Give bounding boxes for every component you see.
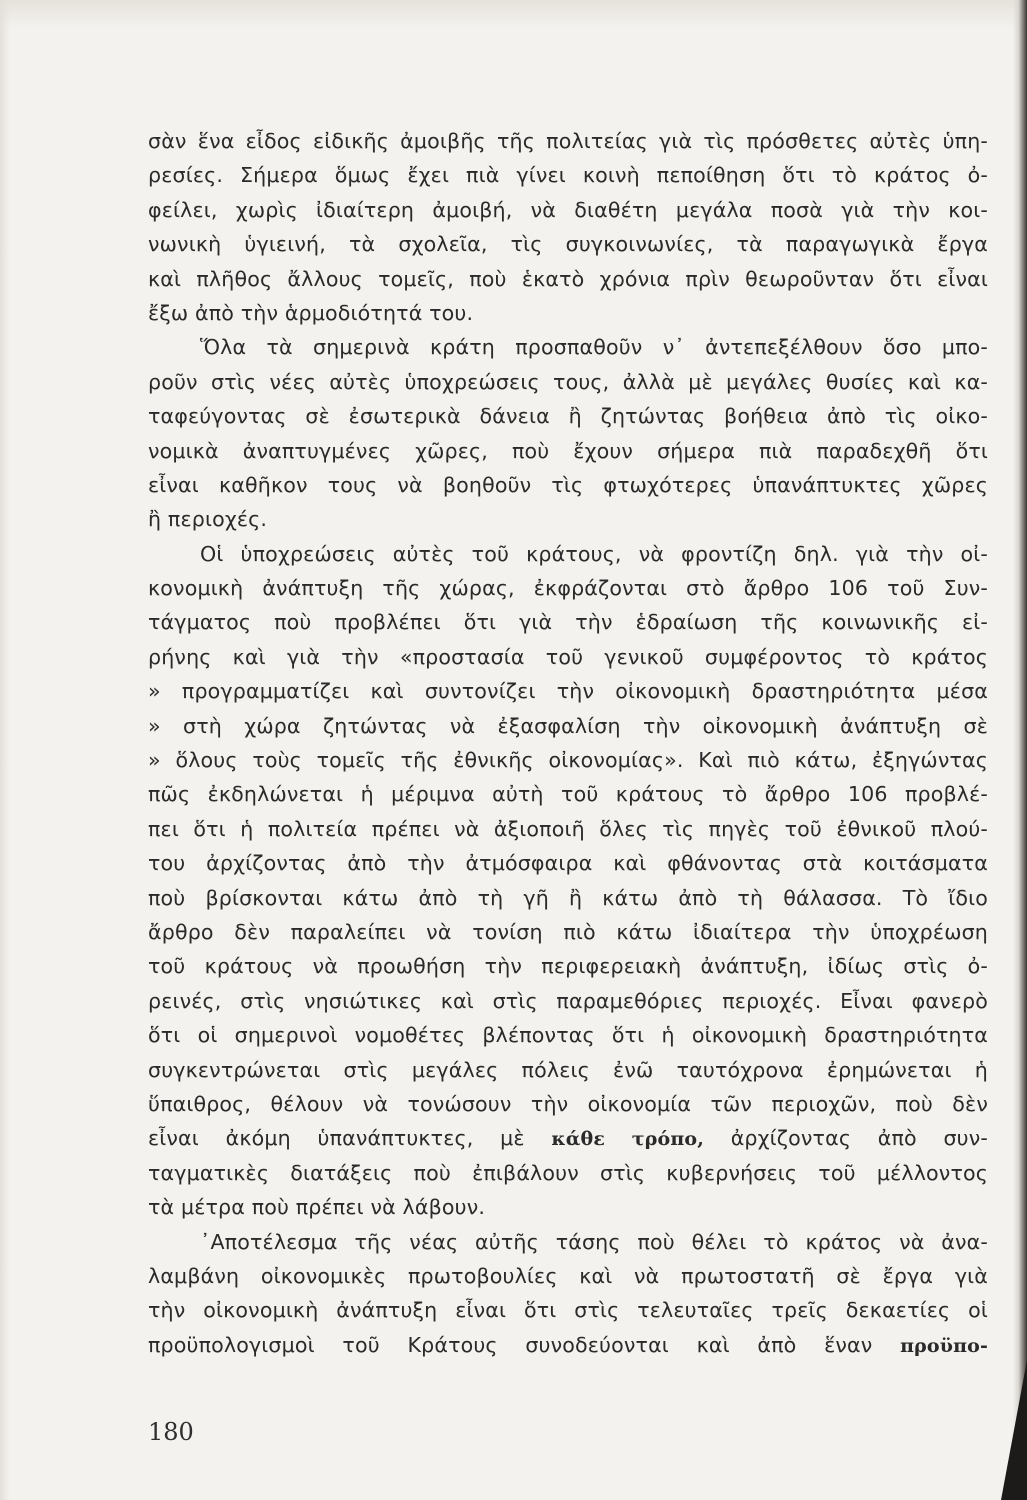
text-line: ρεσίες. Σήμερα ὅμως ἔχει πιὰ γίνει κοινὴ πεποίθηση ὅτι τὸ κράτος ὀ- bbox=[148, 163, 988, 188]
text-line: ρήνης καὶ γιὰ τὴν «προστασία τοῦ γενικοῦ συμφέροντος τὸ κράτος bbox=[148, 644, 988, 669]
text-line: σὰν ἕνα εἶδος εἰδικῆς ἀμοιβῆς τῆς πολιτείας γιὰ τὶς πρόσθετες αὐτὲς ὑπη- bbox=[148, 129, 988, 153]
text-line: νωνικὴ ὑγιεινή, τὰ σχολεῖα, τὶς συγκοινωνίες, τὰ παραγωγικὰ ἔργα bbox=[148, 232, 988, 257]
body-text bbox=[148, 124, 988, 1362]
text-line: ἔξω ἀπὸ τὴν ἁρμοδιότητά του. bbox=[148, 300, 474, 325]
text-line: τάγματος ποὺ προβλέπει ὅτι γιὰ τὴν ἑδραίωση τῆς κοινωνικῆς εἰ- bbox=[148, 610, 988, 635]
text-segment: ἀρχίζοντας ἀπὸ συν- bbox=[704, 1126, 988, 1151]
page-number: 180 bbox=[148, 1418, 194, 1446]
text-segment: εἶναι ἀκόμη ὑπανάπτυκτες, μὲ bbox=[148, 1126, 552, 1151]
text-line: κονομικὴ ἀνάπτυξη τῆς χώρας, ἐκφράζονται στὸ ἄρθρο 106 τοῦ Συν- bbox=[148, 576, 988, 601]
paragraph-start-line: Οἱ ὑποχρεώσεις αὐτὲς τοῦ κράτους, νὰ φροντίζη δηλ. γιὰ τὴν οἰ- bbox=[200, 541, 988, 566]
text-segment: προϋπολογισμοὶ τοῦ Κράτους συνοδεύονται καὶ ἀπὸ ἕναν bbox=[148, 1332, 901, 1357]
text-line: ὅτι οἱ σημερινοὶ νομοθέτες βλέποντας ὅτι ἡ οἰκονομικὴ δραστηριότητα bbox=[148, 1023, 988, 1048]
text-line: του ἀρχίζοντας ἀπὸ τὴν ἀτμόσφαιρα καὶ φθάνοντας στὰ κοιτάσματα bbox=[148, 851, 988, 876]
text-line: τὴν οἰκονομικὴ ἀνάπτυξη εἶναι ὅτι στὶς τελευταῖες τρεῖς δεκαετίες οἱ bbox=[148, 1298, 988, 1323]
text-line: συγκεντρώνεται στὶς μεγάλες πόλεις ἐνῶ ταυτόχρονα ἐρημώνεται ἡ bbox=[148, 1057, 988, 1082]
text-line: πει ὅτι ἡ πολιτεία πρέπει νὰ ἀξιοποιῆ ὅλες τὶς πηγὲς τοῦ ἐθνικοῦ πλού- bbox=[148, 816, 988, 841]
page-shadow-left bbox=[0, 0, 10, 1500]
text-line-with-emphasis bbox=[148, 1121, 988, 1155]
page-binding-shadow bbox=[1013, 0, 1027, 1500]
text-line: ποὺ βρίσκονται κάτω ἀπὸ τὴ γῆ ἢ κάτω ἀπὸ τὴ θάλασσα. Τὸ ἴδιο bbox=[148, 885, 988, 910]
text-line: πῶς ἐκδηλώνεται ἡ μέριμνα αὐτὴ τοῦ κράτους τὸ ἄρθρο 106 προβλέ- bbox=[148, 782, 988, 807]
text-line: ροῦν στὶς νέες αὐτὲς ὑποχρεώσεις τους, ἀλλὰ μὲ μεγάλες θυσίες καὶ κα- bbox=[148, 369, 988, 394]
text-line: ὕπαιθρος, θέλουν νὰ τονώσουν τὴν οἰκονομία τῶν περιοχῶν, ποὺ δὲν bbox=[148, 1091, 988, 1116]
paragraph-start-line: Ὅλα τὰ σημερινὰ κράτη προσπαθοῦν ν᾿ ἀντεπεξέλθουν ὅσο μπο- bbox=[200, 335, 988, 360]
bold-emphasis: κάθε τρόπο, bbox=[551, 1128, 704, 1151]
text-line: ἢ περιοχές. bbox=[148, 507, 268, 532]
text-line-with-emphasis bbox=[148, 1328, 988, 1362]
text-line: εἶναι καθῆκον τους νὰ βοηθοῦν τὶς φτωχότερες ὑπανάπτυκτες χῶρες bbox=[148, 472, 988, 497]
text-line: ἄρθρο δὲν παραλείπει νὰ τονίση πιὸ κάτω ἰδιαίτερα τὴν ὑποχρέωση bbox=[148, 919, 988, 944]
page-corner-shadow bbox=[1001, 1360, 1027, 1500]
paragraph-start-line: ᾿Αποτέλεσμα τῆς νέας αὐτῆς τάσης ποὺ θέλει τὸ κράτος νὰ ἀνα- bbox=[200, 1229, 988, 1254]
text-line: » ὅλους τοὺς τομεῖς τῆς ἐθνικῆς οἰκονομίας». Καὶ πιὸ κάτω, ἐξηγώντας bbox=[148, 748, 988, 773]
text-line: τοῦ κράτους νὰ προωθήση τὴν περιφερειακὴ ἀνάπτυξη, ἰδίως στὶς ὀ- bbox=[148, 954, 988, 979]
text-line: ταφεύγοντας σὲ ἐσωτερικὰ δάνεια ἢ ζητώντας βοήθεια ἀπὸ τὶς οἰκο- bbox=[148, 404, 988, 429]
page-shadow-top bbox=[0, 0, 1027, 28]
text-line: τὰ μέτρα ποὺ πρέπει νὰ λάβουν. bbox=[148, 1195, 486, 1220]
text-line: λαμβάνη οἰκονομικὲς πρωτοβουλίες καὶ νὰ πρωτοστατῆ σὲ ἔργα γιὰ bbox=[148, 1263, 988, 1288]
text-line: νομικὰ ἀναπτυγμένες χῶρες, ποὺ ἔχουν σήμερα πιὰ παραδεχθῆ ὅτι bbox=[148, 438, 988, 463]
text-line: ρεινές, στὶς νησιώτικες καὶ στὶς παραμεθόριες περιοχές. Εἶναι φανερὸ bbox=[148, 988, 988, 1013]
text-line: καὶ πλῆθος ἄλλους τομεῖς, ποὺ ἑκατὸ χρόνια πρὶν θεωροῦνταν ὅτι εἶναι bbox=[148, 266, 988, 291]
text-line: ταγματικὲς διατάξεις ποὺ ἐπιβάλουν στὶς κυβερνήσεις τοῦ μέλλοντος bbox=[148, 1160, 988, 1185]
text-line: » στὴ χώρα ζητώντας νὰ ἐξασφαλίση τὴν οἰκονομικὴ ἀνάπτυξη σὲ bbox=[148, 713, 988, 738]
text-line: » προγραμματίζει καὶ συντονίζει τὴν οἰκονομικὴ δραστηριότητα μέσα bbox=[148, 679, 988, 704]
bold-emphasis: προϋπο- bbox=[900, 1334, 988, 1357]
text-line: φείλει, χωρὶς ἰδιαίτερη ἀμοιβή, νὰ διαθέτη μεγάλα ποσὰ γιὰ τὴν κοι- bbox=[148, 197, 988, 222]
